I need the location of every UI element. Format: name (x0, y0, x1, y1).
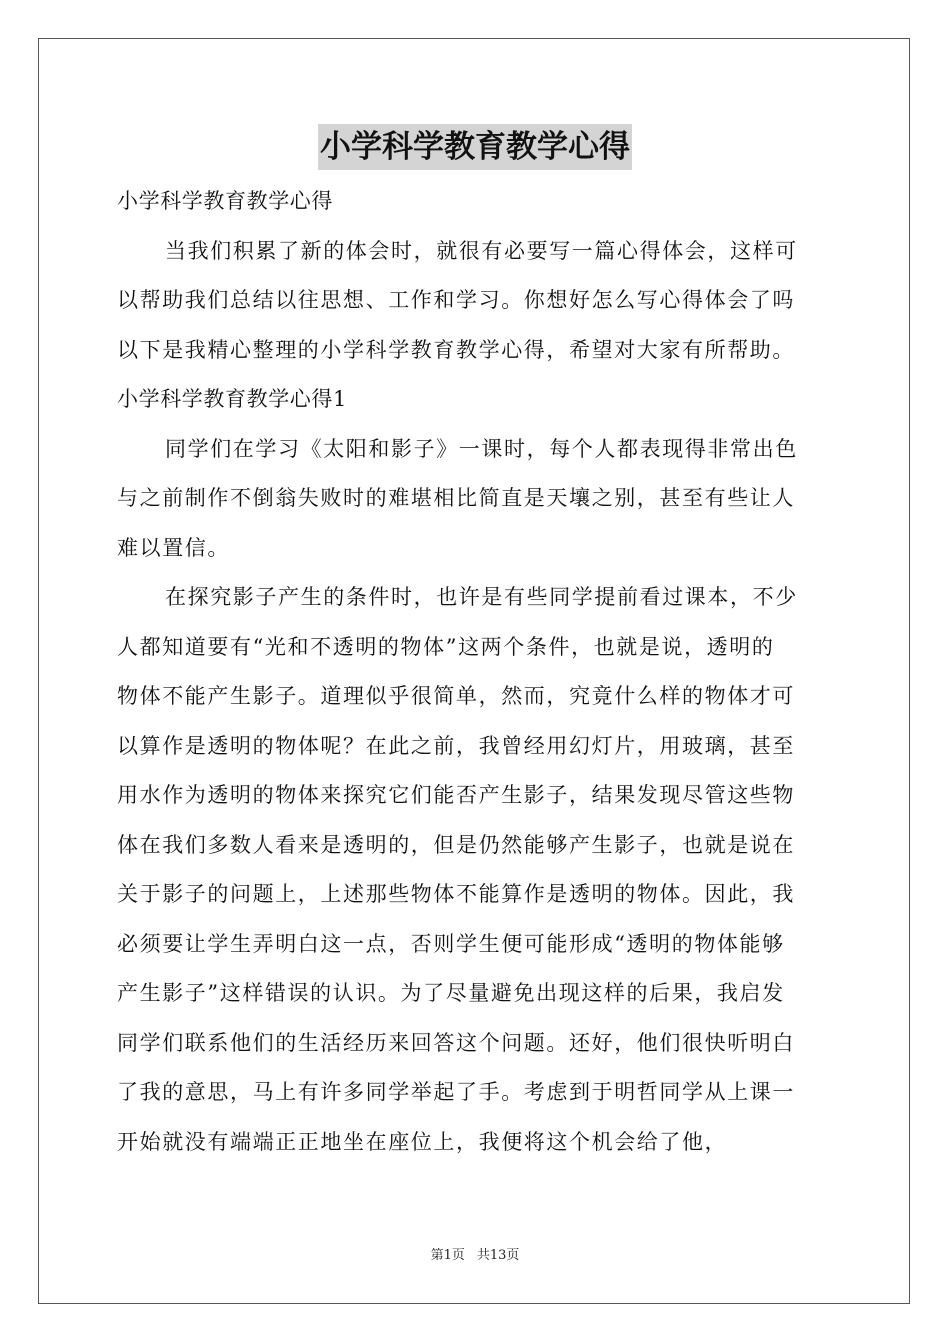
document-body (117, 177, 833, 1167)
paragraph-line: 关于影子的问题上，上述那些物体不能算作是透明的物体。因此，我 (117, 882, 795, 906)
title-container (0, 124, 950, 170)
paragraph-line: 在探究影子产生的条件时，也许是有些同学提前看过课本，不少 (165, 585, 798, 609)
paragraph-line: 同学们联系他们的生活经历来回答这个问题。还好，他们很快听明白 (117, 1030, 795, 1055)
paragraph-line: 用水作为透明的物体来探究它们能否产生影子，结果发现尽管这些物 (117, 783, 795, 807)
paragraph-line: 与之前制作不倒翁失败时的难堪相比简直是天壤之别，甚至有些让人 (117, 486, 795, 510)
paragraph-line: 开始就没有端端正正地坐在座位上，我便将这个机会给了他， (117, 1129, 728, 1154)
paragraph-line: 产生影子”这样错误的认识。为了尽量避免出现这样的后果，我启发 (117, 981, 785, 1005)
paragraph-line: 以下是我精心整理的小学科学教育教学心得，希望对大家有所帮助。 (117, 337, 795, 362)
section-heading: 小学科学教育教学心得1 (117, 387, 347, 411)
section-heading: 小学科学教育教学心得 (117, 189, 333, 213)
paragraph-line: 当我们积累了新的体会时，就很有必要写一篇心得体会，这样可 (165, 238, 798, 263)
document-title: 小学科学教育教学心得 (318, 124, 632, 170)
page-number: 第1页 (430, 1248, 465, 1263)
paragraph-line: 物体不能产生影子。道理似乎很简单，然而，究竟什么样的物体才可 (117, 684, 795, 708)
paragraph-line: 体在我们多数人看来是透明的，但是仍然能够产生影子，也就是说在 (117, 832, 795, 857)
paragraph-line: 以帮助我们总结以往思想、工作和学习。你想好怎么写心得体会了吗 (117, 288, 795, 312)
page-footer (0, 1246, 950, 1266)
paragraph-line: 了我的意思，马上有许多同学举起了手。考虑到于明哲同学从上课一 (117, 1080, 795, 1104)
paragraph-line: 必须要让学生弄明白这一点，否则学生便可能形成“透明的物体能够 (117, 931, 785, 956)
page-total: 共13页 (476, 1248, 520, 1263)
paragraph-line: 人都知道要有“光和不透明的物体”这两个条件，也就是说，透明的 (117, 634, 775, 659)
paragraph-line: 同学们在学习《太阳和影子》一课时，每个人都表现得非常出色 (165, 436, 798, 461)
paragraph-line: 以算作是透明的物体呢？在此之前，我曾经用幻灯片，用玻璃，甚至 (117, 733, 795, 758)
paragraph-line: 难以置信。 (117, 535, 230, 560)
